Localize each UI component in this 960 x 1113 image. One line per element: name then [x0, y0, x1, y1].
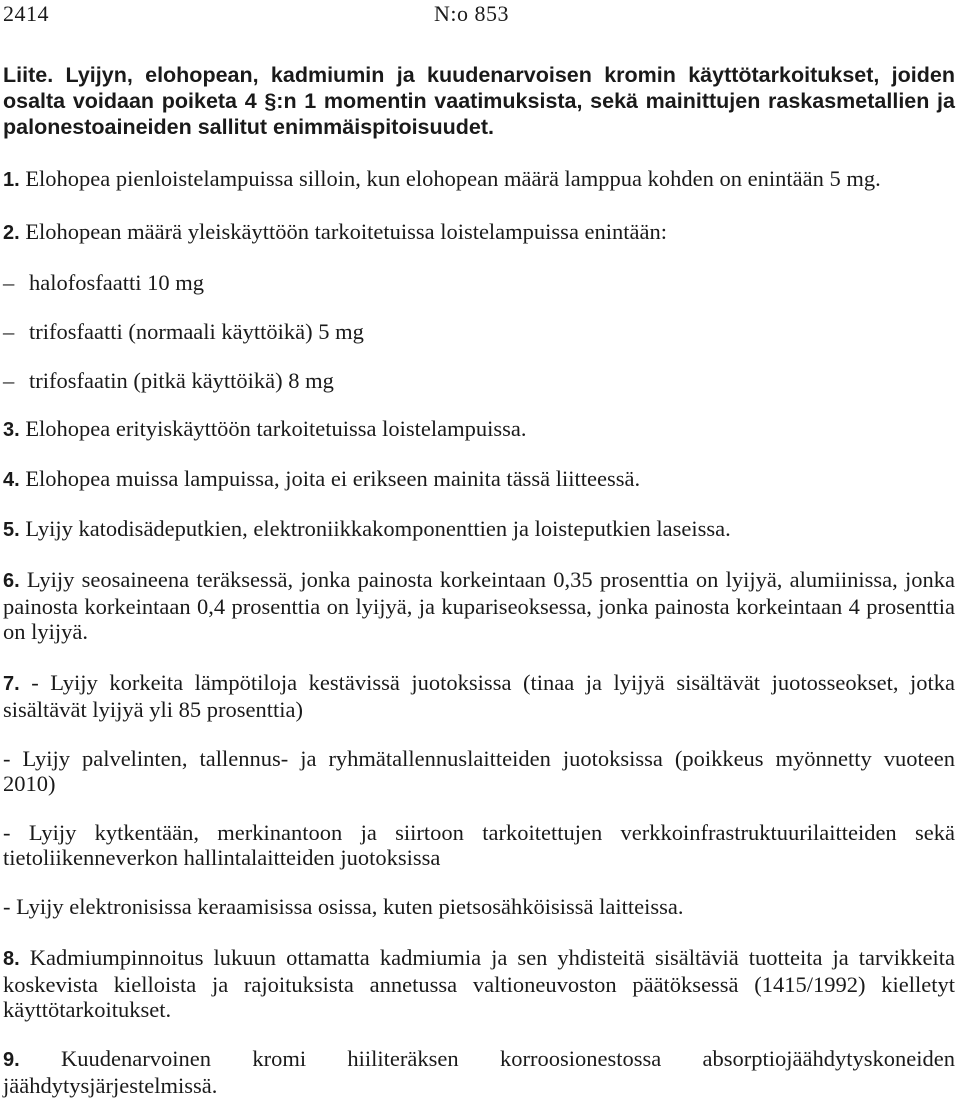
item-number: 7. [3, 673, 20, 695]
item-number: 1. [3, 169, 20, 191]
dash-item-text: trifosfaatin (pitkä käyttöikä) 8 mg [29, 368, 334, 393]
item-number: 4. [3, 469, 20, 491]
annex-title: Liite. Lyijyn, elohopean, kadmiumin ja kuudenarvoisen kromin käyttötarkoitukset, joiden osalta voidaan poiketa 4 §:n 1 momentin vaatimuksista, sekä mainittujen raskasmetallien ja palonestoaineiden sallitut enimmäispitoisuudet. [3, 63, 955, 139]
item-text: Lyijy seosaineena teräksessä, jonka painosta korkeintaan 0,35 prosenttia on lyijyä, alumiinissa, jonka painosta korkeintaan 0,4 prosenttia on lyijyä, ja kupariseoksessa, jonka painosta korkeintaan 4 prosenttia on lyijyä. [3, 567, 956, 644]
item-text: Elohopea muissa lampuissa, joita ei erikseen mainita tässä liitteessä. [25, 466, 641, 491]
item-text: Elohopea pienloistelampuissa silloin, kun elohopean määrä lamppua kohden on enintään 5 mg. [25, 166, 881, 191]
item-number: 2. [3, 222, 20, 244]
item-text: Lyijy katodisädeputkien, elektroniikkakomponenttien ja loisteputkien laseissa. [25, 516, 731, 541]
item-text: - Lyijy korkeita lämpötiloja kestävissä juotoksissa (tinaa ja lyijyä sisältävät juotosseokset, jotka sisältävät lyijyä yli 85 prosenttia) [3, 670, 956, 722]
issue-number: N:o 853 [434, 1, 509, 26]
item-9 [3, 1046, 955, 1098]
lead-paragraph: - Lyijy kytkentään, merkinantoon ja siirtoon tarkoitettujen verkkoinfrastruktuurilaitteiden sekä tietoliikenneverkon hallintalaitteiden juotoksissa [3, 820, 955, 870]
item-number: 5. [3, 519, 20, 541]
document-page [3, 0, 955, 1098]
item-5 [3, 516, 955, 543]
item-1 [3, 166, 955, 193]
dash-list-item [3, 368, 955, 393]
lead-paragraph: - Lyijy palvelinten, tallennus- ja ryhmätallennuslaitteiden juotoksissa (poikkeus myönnetty vuoteen 2010) [3, 746, 955, 796]
item-7 [3, 670, 955, 722]
item-number: 9. [3, 1049, 20, 1071]
item-text: Elohopea erityiskäyttöön tarkoitetuissa loistelampuissa. [25, 416, 527, 441]
dash-item-text: halofosfaatti 10 mg [29, 270, 204, 295]
dash-item-text: trifosfaatti (normaali käyttöikä) 5 mg [29, 319, 364, 344]
item-8 [3, 945, 955, 1022]
item-6 [3, 567, 955, 644]
item-number: 3. [3, 419, 20, 441]
item-number: 6. [3, 570, 20, 592]
item-number: 8. [3, 948, 20, 970]
dash-list-item [3, 270, 955, 295]
page-header [3, 0, 955, 40]
item-4 [3, 466, 955, 493]
item-text: Kuudenarvoinen kromi hiiliteräksen korroosionestossa absorptiojäähdytyskoneiden jäähdytysjärjestelmissä. [3, 1046, 955, 1098]
dash-marker: – [3, 368, 15, 393]
item-text: Elohopean määrä yleiskäyttöön tarkoitetuissa loistelampuissa enintään: [25, 219, 668, 244]
item-2 [3, 219, 955, 246]
item-3 [3, 416, 955, 443]
dash-marker: – [3, 319, 15, 344]
dash-marker: – [3, 270, 15, 295]
dash-list-item [3, 319, 955, 344]
item-text: Kadmiumpinnoitus lukuun ottamatta kadmiumia ja sen yhdisteitä sisältäviä tuotteita ja tarvikkeita koskevista kielloista ja rajoituksista annetussa valtioneuvoston päätöksessä (1415/1992) kielletyt käyttötarkoitukset. [3, 945, 955, 1022]
lead-paragraph: - Lyijy elektronisissa keraamisissa osissa, kuten pietsosähköisissä laitteissa. [3, 894, 684, 919]
page-number: 2414 [3, 1, 49, 26]
